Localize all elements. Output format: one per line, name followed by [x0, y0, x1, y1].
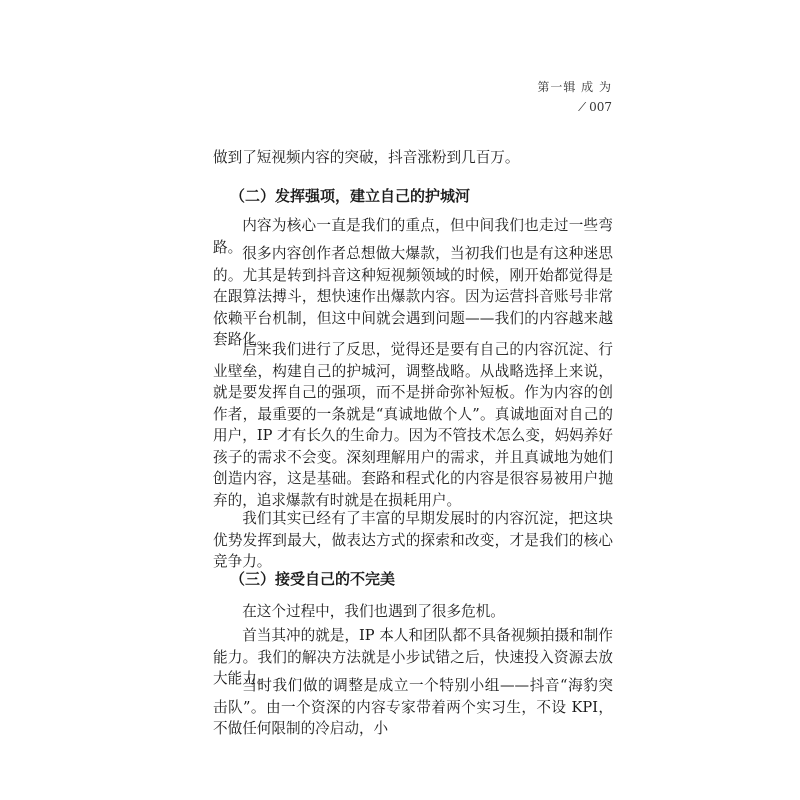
running-head: 第一辑 成 为 — [537, 80, 612, 94]
paragraph-7: 当时我们做的调整是成立一个特别小组——抖音“海豹突击队”。由一个资深的内容专家带着两个实习生，不设 KPI，不做任何限制的冷启动，小 — [213, 677, 613, 737]
paragraph-2: 很多内容创作者总想做大爆款，当初我们也是有这种迷思的。尤其是转到抖音这种短视频领域的时候，刚开始都觉得是在跟算法搏斗，想快速作出爆款内容。因为运营抖音账号非常依赖平台机制，但这中间就会遇到问题——我们的内容越来越套路化。 — [213, 245, 613, 348]
paragraph-3: 后来我们进行了反思，觉得还是要有自己的内容沉淀、行业壁垒，构建自己的护城河，调整战略。从战略选择上来说，就是要发挥自己的强项，而不是拼命弥补短板。作为内容的创作者，最重要的一条就是“真诚地做个人”。真诚地面对自己的用户，IP 才有长久的生命力。因为不管技术怎么变，妈妈养好孩子的需求不会变。深刻理解用户的需求，并且真诚地为她们创造内容，这是基础。套路和程式化的内容是很容易被用户抛弃的，追求爆款有时就是在损耗用户。 — [213, 341, 613, 509]
paragraph-5: 在这个过程中，我们也遇到了很多危机。 — [242, 603, 505, 620]
page-number-value: 007 — [589, 100, 612, 114]
paragraph-continuation: 做到了短视频内容的突破，抖音涨粉到几百万。 — [213, 149, 520, 166]
page-slash: ⁄ — [581, 100, 584, 114]
section-heading-2: （二）发挥强项，建立自己的护城河 — [230, 187, 471, 205]
page-number — [581, 100, 612, 114]
paragraph-1: 内容为核心一直是我们的重点，但中间我们也走过一些弯路。 — [213, 217, 613, 256]
section-heading-3: （三）接受自己的不完美 — [230, 570, 396, 588]
paragraph-6: 首当其冲的就是，IP 本人和团队都不具备视频拍摄和制作能力。我们的解决方法就是小步试错之后，快速投入资源去放大能力。 — [213, 627, 613, 687]
paragraph-4: 我们其实已经有了丰富的早期发展时的内容沉淀，把这块优势发挥到最大，做表达方式的探索和改变，才是我们的核心竞争力。 — [213, 510, 613, 570]
